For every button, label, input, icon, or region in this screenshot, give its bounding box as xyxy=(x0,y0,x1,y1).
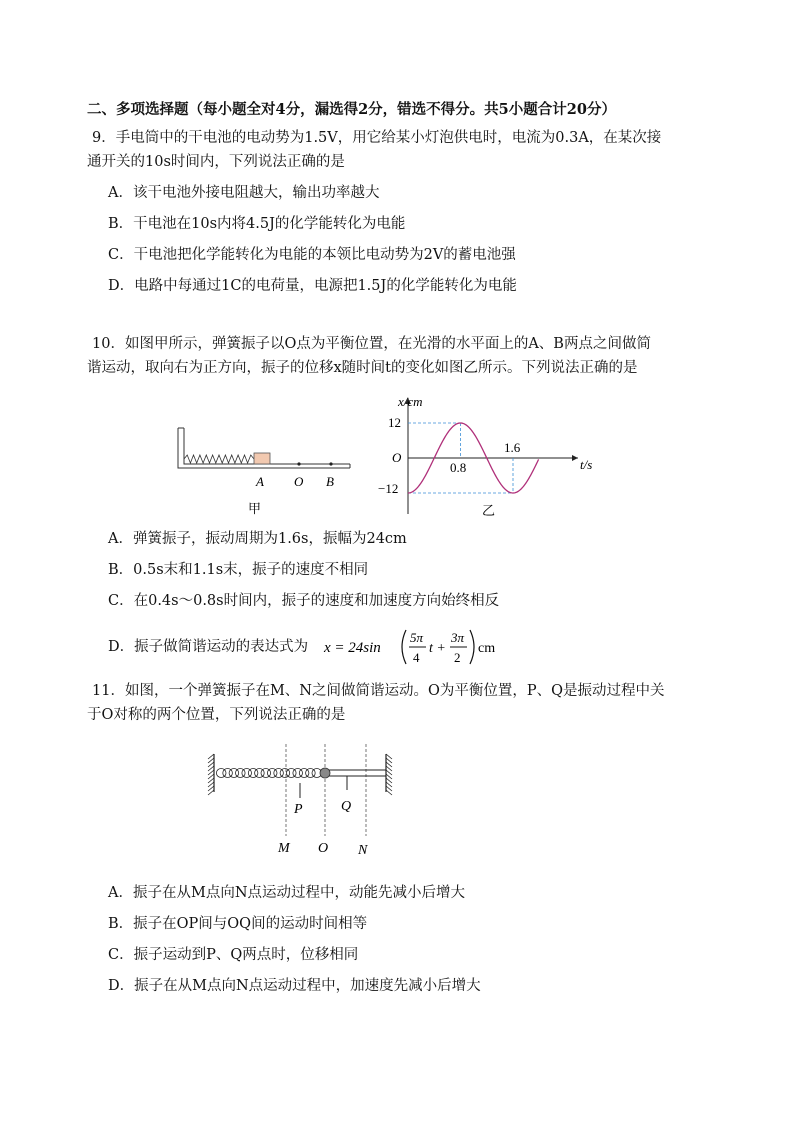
frac2-den: 2 xyxy=(454,650,461,665)
label-o: O xyxy=(294,474,304,489)
q10-stem-line2: 谐运动，取向右为正方向，振子的位移x随时间t的变化如图乙所示。下列说法正确的是 xyxy=(87,360,638,376)
q9-stem-line2: 通开关的10s时间内，下列说法正确的是 xyxy=(87,154,345,170)
spring xyxy=(184,455,254,463)
q9-option-b[interactable]: B．干电池在10s内将4.5J的化学能转化为电能 xyxy=(108,216,406,232)
tick-neg-12: −12 xyxy=(378,481,399,496)
q9-option-a[interactable]: A．该干电池外接电阻越大，输出功率越大 xyxy=(108,185,380,201)
x-axis-label: t/s xyxy=(580,457,593,472)
point-o xyxy=(297,462,300,465)
label-q: Q xyxy=(341,799,352,814)
figure-jia xyxy=(170,420,360,520)
q11-option-c[interactable]: C．振子运动到P、Q两点时，位移相同 xyxy=(108,947,359,963)
frac1-den: 4 xyxy=(413,650,420,665)
figure-q11 xyxy=(200,740,410,860)
q11-stem-line2: 于O对称的两个位置，下列说法正确的是 xyxy=(87,707,346,723)
q11-option-a[interactable]: A．振子在从M点向N点运动过程中，动能先减小后增大 xyxy=(108,885,466,901)
tick-1-6: 1.6 xyxy=(504,440,521,455)
label-o2: O xyxy=(318,841,329,856)
frac2-num: 3π xyxy=(451,630,465,645)
q9-option-c[interactable]: C．干电池把化学能转化为电能的本领比电动势为2V的蓄电池强 xyxy=(108,247,516,263)
q10-option-d-prefix[interactable]: D．振子做简谐运动的表达式为 xyxy=(108,639,309,655)
q9-option-d[interactable]: D．电路中每通过1C的电荷量，电源把1.5J的化学能转化为电能 xyxy=(108,278,517,294)
origin-label: O xyxy=(392,450,402,465)
section-header: 二、多项选择题（每小题全对4分，漏选得2分，错选不得分。共5小题合计20分） xyxy=(87,101,616,118)
label-b: B xyxy=(326,474,334,489)
figure-yi xyxy=(370,392,610,522)
q10-option-a[interactable]: A．弹簧振子，振动周期为1.6s，振幅为24cm xyxy=(108,531,407,547)
q9-stem-line1: 9．手电筒中的干电池的电动势为1.5V，用它给某小灯泡供电时，电流为0.3A，在某次接 xyxy=(92,130,662,146)
formula-x-eq: x = 24sin xyxy=(324,640,381,656)
ball xyxy=(320,768,330,778)
caption-jia: 甲 xyxy=(248,501,262,516)
q11-option-b[interactable]: B．振子在OP间与OQ间的运动时间相等 xyxy=(108,916,368,932)
mass-block xyxy=(254,453,270,464)
point-b xyxy=(329,462,332,465)
tick-0-8: 0.8 xyxy=(450,460,467,475)
q10-option-b[interactable]: B．0.5s末和1.1s末，振子的速度不相同 xyxy=(108,562,369,578)
q10-option-d-formula xyxy=(322,624,502,670)
y-axis-label: x/cm xyxy=(398,394,423,409)
q11-stem-line1: 11．如图，一个弹簧振子在M、N之间做简谐运动。O为平衡位置，P、Q是振动过程中关 xyxy=(92,683,665,699)
label-m: M xyxy=(278,841,290,856)
frac1-num: 5π xyxy=(410,630,424,645)
formula-unit: cm xyxy=(478,641,496,656)
label-a: A xyxy=(256,474,264,489)
tick-12: 12 xyxy=(388,415,401,430)
q10-option-c[interactable]: C．在0.4s～0.8s时间内，振子的速度和加速度方向始终相反 xyxy=(108,593,500,609)
label-p: P xyxy=(294,802,303,817)
q10-stem-line1: 10．如图甲所示，弹簧振子以O点为平衡位置，在光滑的水平面上的A、B两点之间做简 xyxy=(92,336,651,352)
q11-option-d[interactable]: D．振子在从M点向N点运动过程中，加速度先减小后增大 xyxy=(108,978,481,994)
caption-yi: 乙 xyxy=(482,503,496,518)
formula-t-plus: t + xyxy=(429,641,446,656)
label-n: N xyxy=(358,843,368,858)
